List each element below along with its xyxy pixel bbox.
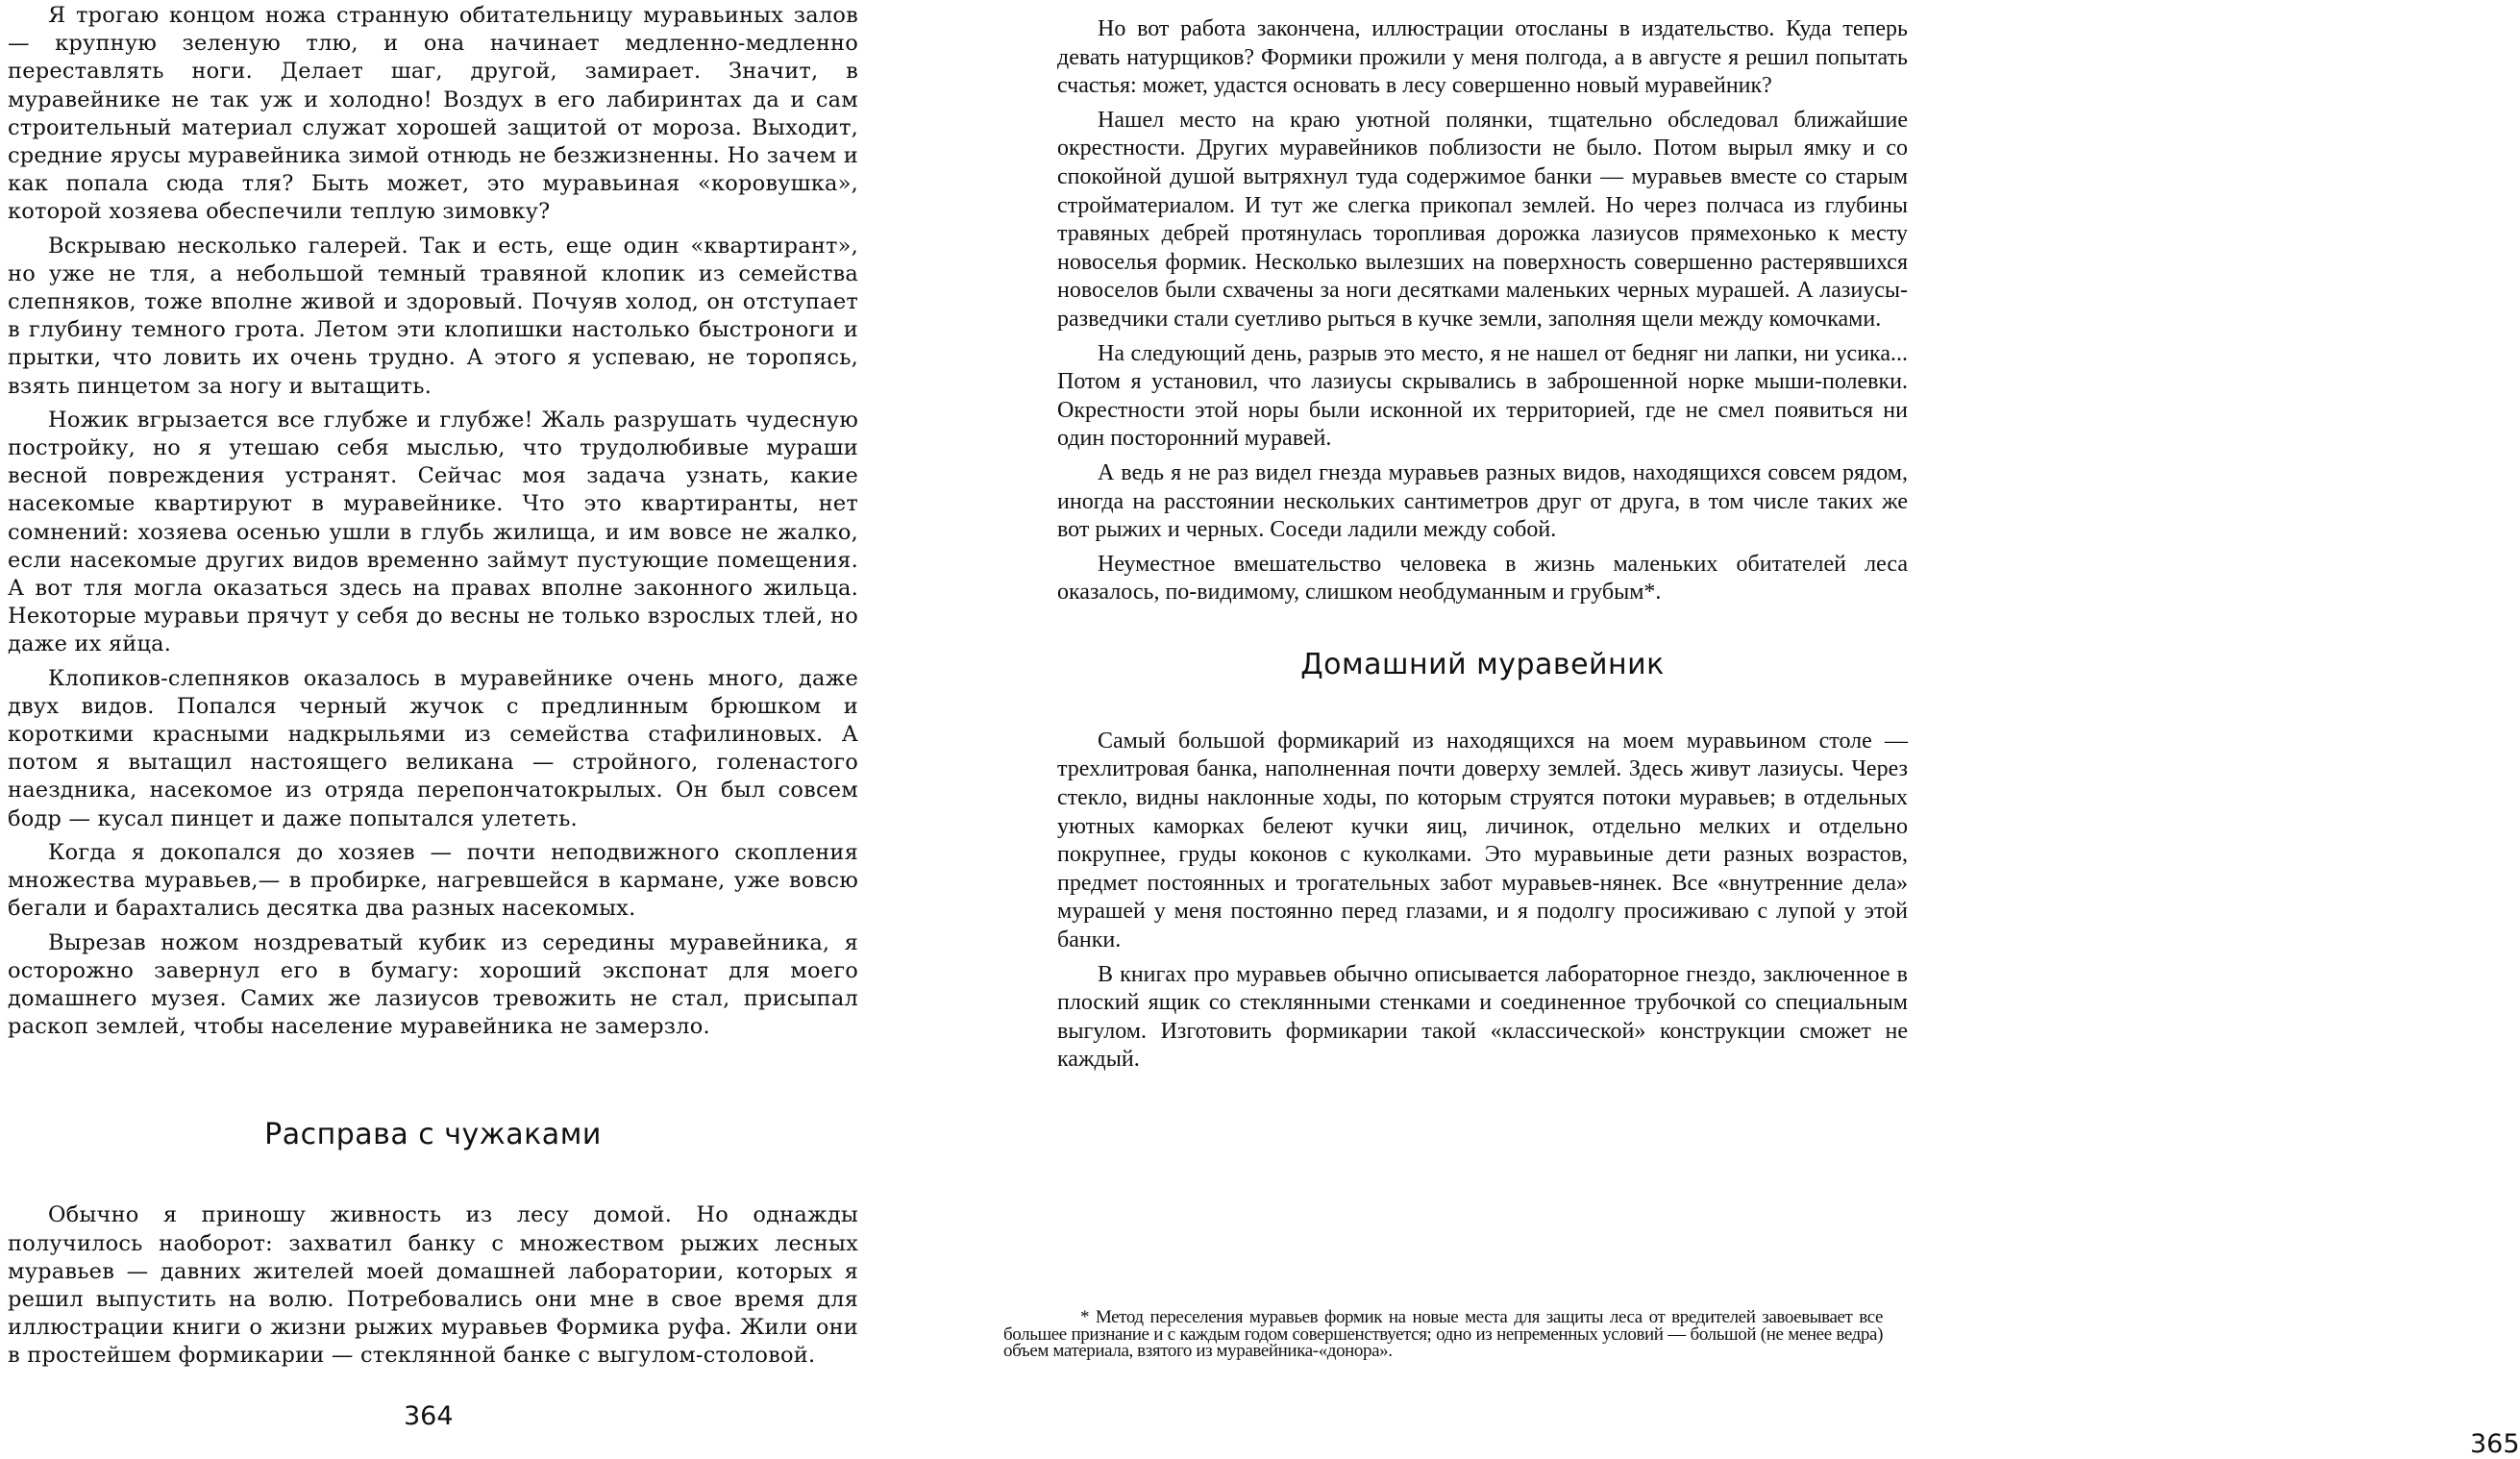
section-heading: Расправа с чужаками [264,1118,602,1152]
paragraph: А ведь я не раз видел гнезда муравьев разных видов, находящихся совсем рядом, иногда на расстоянии нескольких сантиметров друг от друга, в том числе таких же вот рыжих и черных. Соседи ладили между собой. [1057,459,1908,543]
paragraph: Клопиков-слепняков оказалось в муравейнике очень много, даже двух видов. Попался черный жучок с предлинным брюшком и короткими красными надкрыльями из семейства стафилиновых. А потом я вытащил настоящего великана — стройного, голенастого наездника, насекомое из отряда перепончатокрылых. Он был совсем бодр — кусал пинцет и даже попытался улететь. [8,665,858,831]
paragraph: Нашел место на краю уютной полянки, тщательно обследовал ближайшие окрестности. Других муравейников поблизости не было. Потом вырыл ямку и со спокойной душой вытряхнул туда содержимое банки — муравьев вместе со старым стройматериалом. И тут же слегка прикопал землей. Но через полчаса из глубины травяных дебрей протянулась торопливая дорожка лазиусов прямехонько к месту новоселья формик. Несколько вылезших на поверхность совершенно растерявшихся новоселов были схвачены за ноги десятками маленьких черных мурашей. А лазиусы-разведчики стали суетливо рыться в кучке земли, заполняя щели между комочками. [1057,107,1908,332]
page-number: 364 [404,1401,454,1431]
section-heading: Домашний муравейник [1300,647,1665,681]
paragraph: На следующий день, разрыв это место, я не нашел от бедняг ни лапки, ни усика... Потом я установил, что лазиусы скрывались в заброшенной норке мыши-полевки. Окрестности этой норы были исконной их территорией, где не смел появиться ни один посторонний муравей. [1057,340,1908,452]
left-page [0,0,865,1450]
footnote: * Метод переселения муравьев формик на новые места для защиты леса от вредителей завоевывает все большее признание и с каждым годом совершенствуется; одно из непременных условий — большой (не менее ведра) объем материала, взятого из муравейника-«донора». [1003,1307,1883,1362]
paragraph: Самый большой формикарий из находящихся на моем муравьином столе — трехлитровая банка, наполненная почти доверху землей. Здесь живут лазиусы. Через стекло, видны наклонные ходы, по которым струятся потоки муравьев; в отдельных уютных каморках белеют кучки яиц, личинок, отдельно мелких и отдельно покрупнее, груды коконов с куколками. Это муравьиные дети разных возрастов, предмет постоянных и трогательных забот муравьев-нянек. Все «внутренние дела» мурашей у меня постоянно перед глазами, и я подолгу просиживаю с лупой у этой банки. [1057,728,1908,953]
left-text-column [8,2,858,1376]
paragraph: Но вот работа закончена, иллюстрации отосланы в издательство. Куда теперь девать натурщиков? Формики прожили у меня полгода, а в августе я решил попытать счастья: может, удастся основать в лесу совершенно новый муравейник? [1057,16,1908,99]
paragraph: В книгах про муравьев обычно описывается лабораторное гнездо, заключенное в плоский ящик со стеклянными стенками и соединенное трубочкой со специальным выгулом. Изготовить формикарии такой «классической» конструкции сможет не каждый. [1057,961,1908,1073]
right-text-column [1057,15,1908,1080]
paragraph: Вырезав ножом ноздреватый кубик из середины муравейника, я осторожно завернул его в бумагу: хороший экспонат для моего домашнего музея. Самих же лазиусов тревожить не стал, присыпал раскоп землей, чтобы население муравейника не замерзло. [8,929,858,1040]
page-number: 365 [2470,1429,2520,1459]
paragraph: Когда я докопался до хозяев — почти неподвижного скопления множества муравьев,— в пробирке, нагревшейся в кармане, уже вовсю бегали и барахтались десятка два разных насекомых. [8,839,858,922]
paragraph: Неуместное вмешательство человека в жизнь маленьких обитателей леса оказалось, по-видимому, слишком необдуманным и грубым*. [1057,551,1908,606]
paragraph: Я трогаю концом ножа странную обитательницу муравьиных залов — крупную зеленую тлю, и она начинает медленно-медленно переставлять ноги. Делает шаг, другой, замирает. Значит, в муравейнике не так уж и холодно! Воздух в его лабиринтах да и сам строительный материал служат хорошей защитой от мороза. Выходит, средние ярусы муравейника зимой отнюдь не безжизненны. Но зачем и как попала сюда тля? Быть может, это муравьиная «коровушка», которой хозяева обеспечили теплую зимовку? [8,3,858,225]
paragraph: Ножик вгрызается все глубже и глубже! Жаль разрушать чудесную постройку, но я утешаю себя мыслью, что трудолюбивые мураши весной повреждения устранят. Сейчас моя задача узнать, какие насекомые квартируют в муравейнике. Что это квартиранты, нет сомнений: хозяева осенью ушли в глубь жилища, и им вовсе не жалко, если насекомые других видов временно займут пустующие помещения. А вот тля могла оказаться здесь на правах вполне законного жильца. Некоторые муравьи прячут у себя до весны не только взрослых тлей, но даже их яйца. [8,407,858,657]
paragraph: Вскрываю несколько галерей. Так и есть, еще один «квартирант», но уже не тля, а небольшой темный травяной клопик из семейства слепняков, тоже вполне живой и здоровый. Почуяв холод, он отступает в глубину темного грота. Летом эти клопишки настолько быстроноги и прытки, что ловить их очень трудно. А этого я успеваю, не торопясь, взять пинцетом за ногу и вытащить. [8,233,858,399]
right-page [1038,0,2520,1459]
paragraph: Обычно я приношу живность из лесу домой. Но однажды получилось наоборот: захватил банку с множеством рыжих лесных муравьев — давних жителей моей домашней лаборатории, которых я решил выпустить на волю. Потребовались они мне в свое время для иллюстрации книги о жизни рыжих муравьев Формика руфа. Жили они в простейшем формикарии — стеклянной банке с выгулом-столовой. [8,1202,858,1369]
